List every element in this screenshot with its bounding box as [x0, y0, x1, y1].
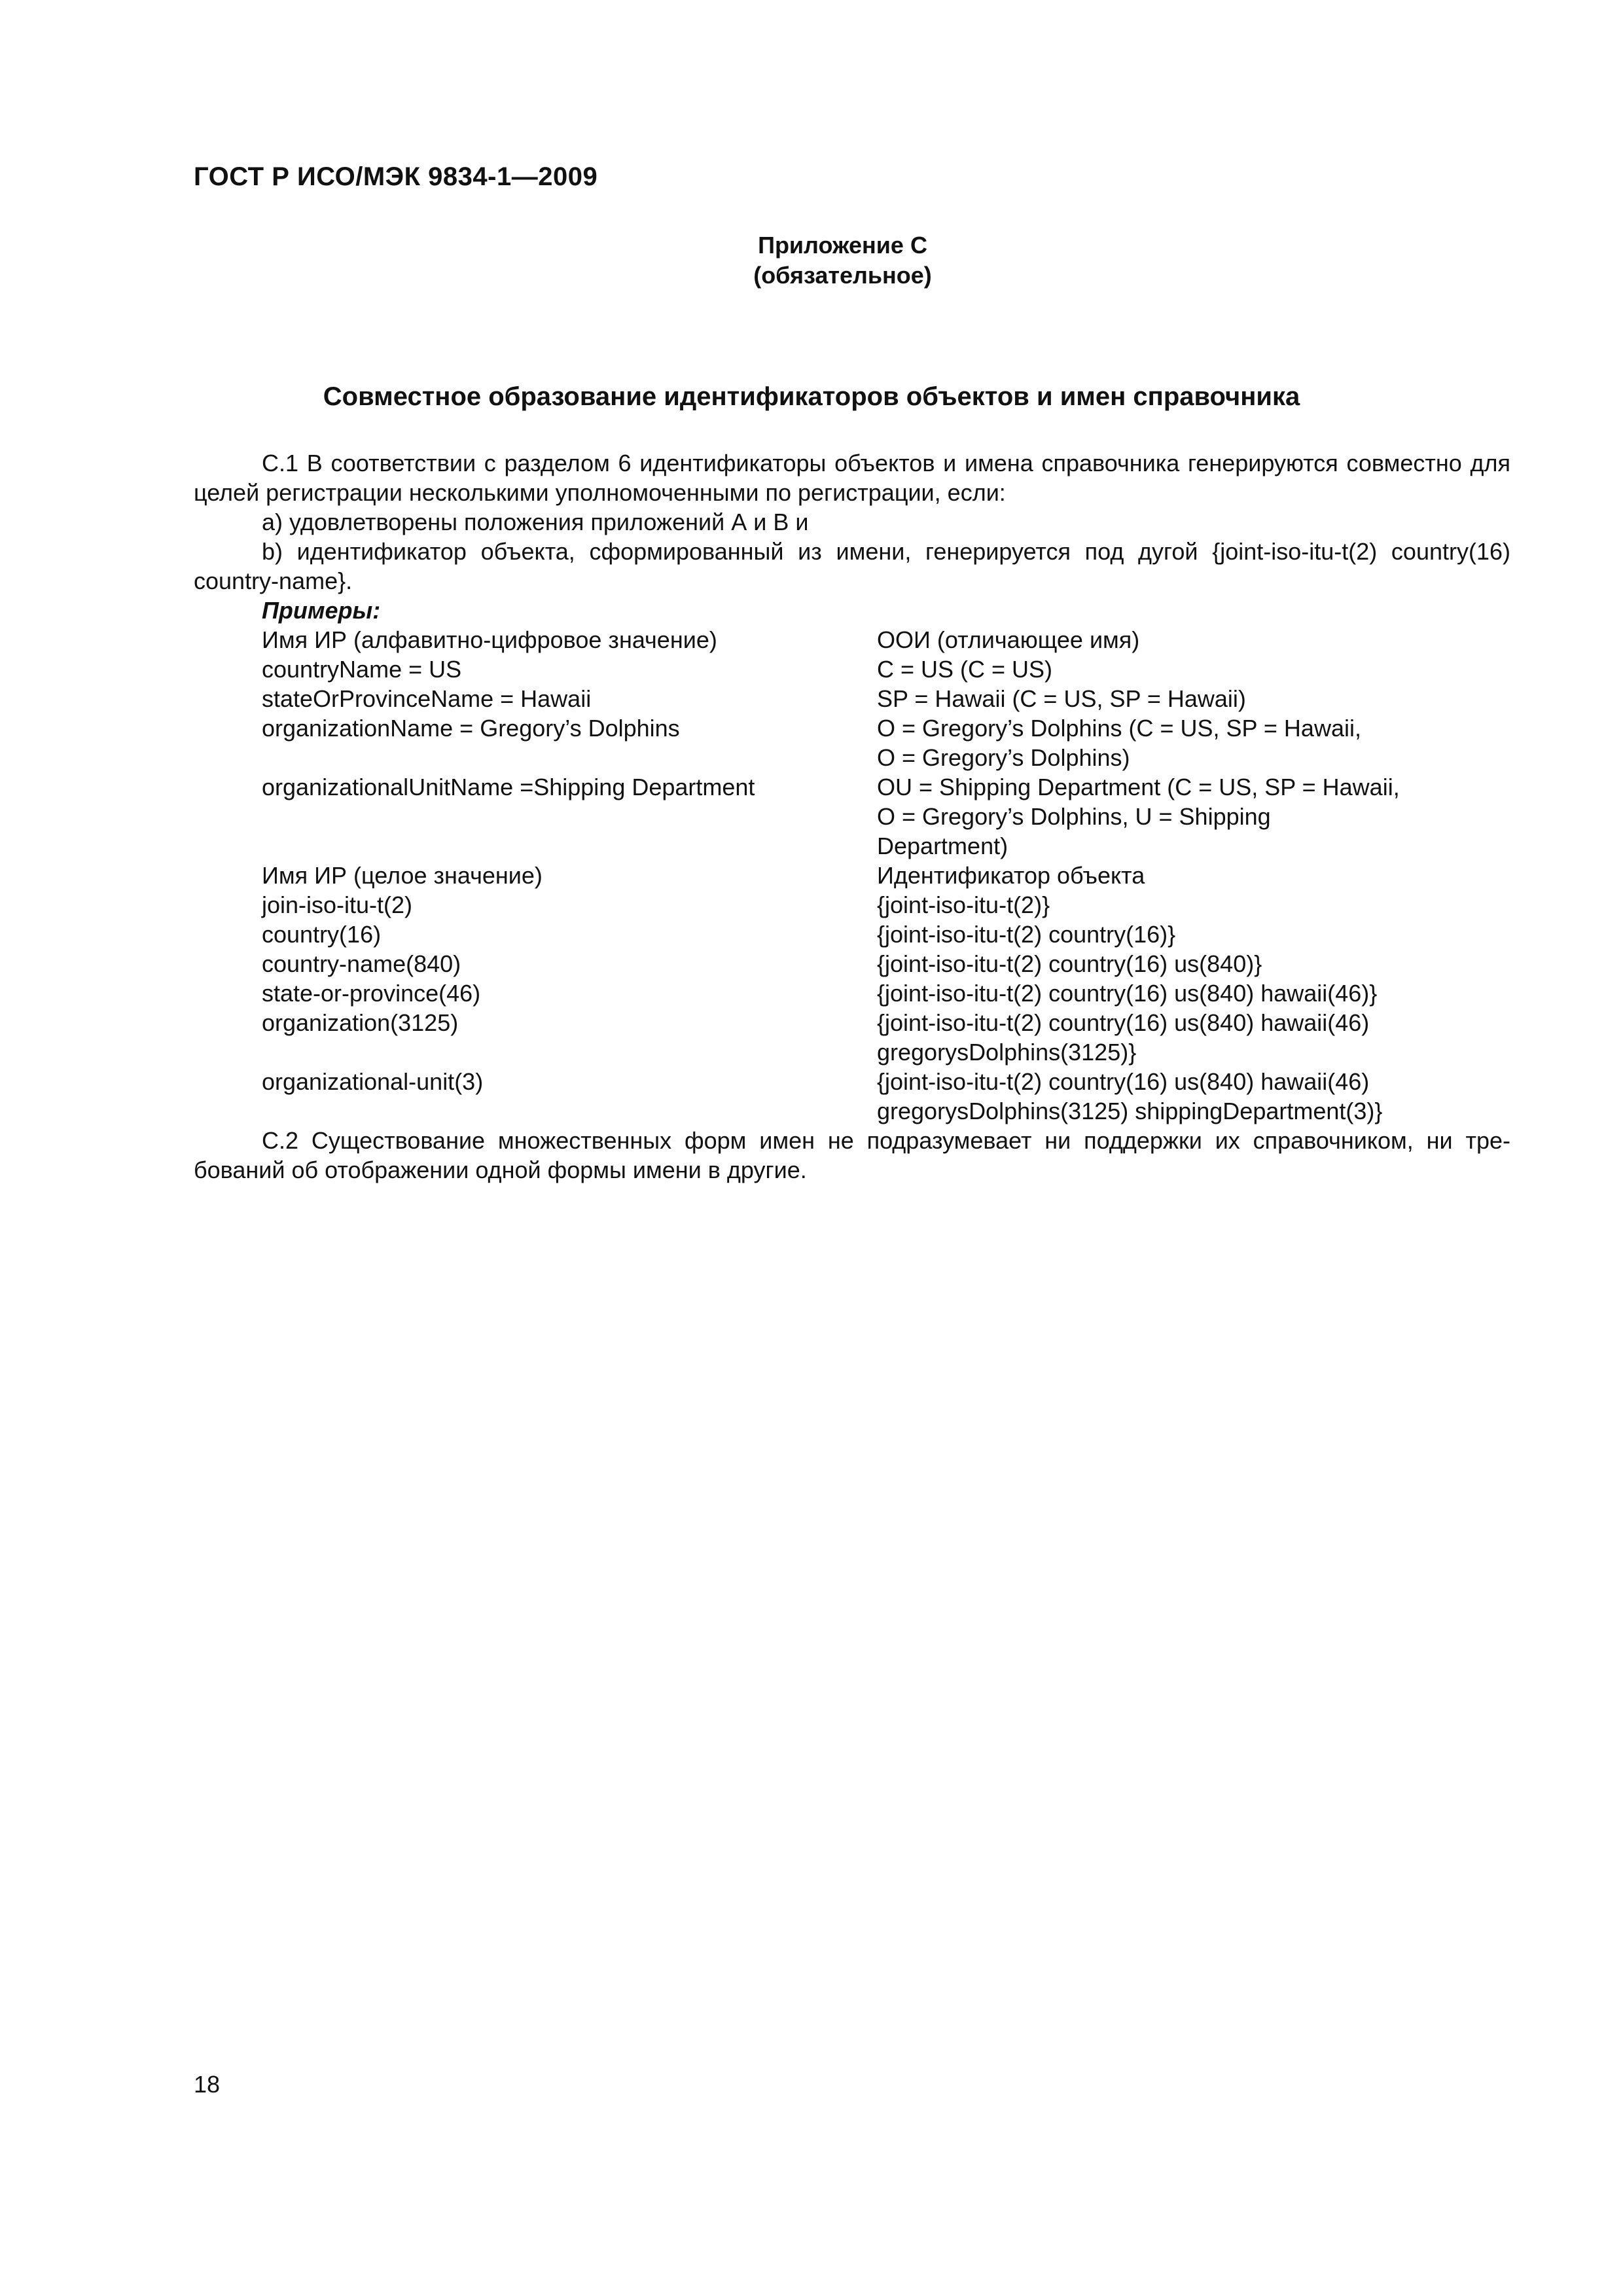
document-body	[194, 448, 1510, 1185]
example-value	[877, 890, 1505, 920]
standard-code: ГОСТ Р ИСО/МЭК 9834-1—2009	[194, 162, 598, 191]
example-value-line: С = US (С = US)	[877, 656, 1053, 683]
example-value	[877, 772, 1505, 861]
example-value-line: Department)	[877, 833, 1008, 859]
example-value	[877, 949, 1505, 978]
example-name: organizationalUnitName =Shipping Department	[262, 774, 755, 800]
example-row	[262, 920, 1510, 949]
example-name: organizational-unit(3)	[262, 1068, 484, 1095]
example-value	[877, 861, 1505, 890]
example-value-line: Идентификатор объекта	[877, 862, 1145, 889]
example-name: countryName = US	[262, 656, 462, 683]
example-row	[262, 625, 1510, 655]
clause-c2: С.2 Существование множественных форм имен не подразумевает ни поддержки их справочником, ни тре-бований об отображении одной формы имени в другие.	[194, 1127, 1510, 1183]
annex-title: Приложение С	[758, 232, 927, 259]
example-name: join-iso-itu-t(2)	[262, 891, 413, 918]
example-value-line: {joint-iso-itu-t(2) country(16)}	[877, 921, 1176, 948]
example-name: Имя ИР (целое значение)	[262, 862, 543, 889]
example-value-line: ООИ (отличающее имя)	[877, 626, 1140, 653]
page-number: 18	[194, 2071, 221, 2098]
example-row	[262, 861, 1510, 890]
example-value	[877, 655, 1505, 684]
example-value	[877, 920, 1505, 949]
example-row	[262, 890, 1510, 920]
example-row	[262, 1067, 1510, 1126]
example-name: stateOrProvinceName = Hawaii	[262, 685, 592, 712]
example-name: country(16)	[262, 921, 382, 948]
example-name: country-name(840)	[262, 950, 461, 977]
example-row	[262, 655, 1510, 684]
example-name: Имя ИР (алфавитно-цифровое значение)	[262, 626, 717, 653]
annex-header	[0, 230, 1623, 291]
example-value-line: О = Gregory’s Dolphins, U = Shipping	[877, 803, 1271, 830]
example-value	[877, 684, 1505, 713]
example-value	[877, 713, 1505, 772]
example-row	[262, 949, 1510, 978]
annex-heading: Совместное образование идентификаторов объектов и имен справочника	[323, 382, 1300, 411]
example-value	[877, 1067, 1505, 1126]
example-value-line: О = Gregory’s Dolphins)	[877, 744, 1130, 771]
example-row	[262, 684, 1510, 713]
example-name: organizationName = Gregory’s Dolphins	[262, 715, 680, 742]
example-value-line: gregorysDolphins(3125)}	[877, 1039, 1137, 1066]
example-value-line: SP = Hawaii (С = US, SP = Hawaii)	[877, 685, 1246, 712]
example-value-line: gregorysDolphins(3125) shippingDepartment(3)}	[877, 1098, 1383, 1124]
list-item-b: b) идентификатор объекта, сформированный из имени, генерируется под дугой {joint-iso-itu-t(2) country(16) country-name}.	[194, 538, 1510, 594]
example-value-line: {joint-iso-itu-t(2) country(16) us(840) hawaii(46)	[877, 1068, 1370, 1095]
example-row	[262, 1008, 1510, 1067]
example-name: organization(3125)	[262, 1009, 459, 1036]
example-row	[262, 713, 1510, 772]
list-item-a: а) удовлетворены положения приложений А и В и	[262, 509, 809, 535]
example-value-line: {joint-iso-itu-t(2)}	[877, 891, 1050, 918]
example-row	[262, 978, 1510, 1008]
example-value-line: OU = Shipping Department (С = US, SP = Hawaii,	[877, 774, 1400, 800]
example-value-line: {joint-iso-itu-t(2) country(16) us(840) hawaii(46)}	[877, 980, 1378, 1007]
example-value-line: О = Gregory’s Dolphins (С = US, SP = Hawaii,	[877, 715, 1361, 742]
annex-status: (обязательное)	[753, 262, 932, 289]
examples-label: Примеры:	[262, 597, 381, 624]
example-value-line: {joint-iso-itu-t(2) country(16) us(840) hawaii(46)	[877, 1009, 1370, 1036]
example-value	[877, 978, 1505, 1008]
example-value	[877, 625, 1505, 655]
example-row	[262, 772, 1510, 861]
example-value	[877, 1008, 1505, 1067]
example-name: state-or-province(46)	[262, 980, 481, 1007]
clause-c1: С.1 В соответствии с разделом 6 идентификаторы объектов и имена справочника генерируются совместно для целей регистрации несколькими уполномоченными по регистрации, если:	[194, 450, 1510, 506]
examples-table	[194, 625, 1510, 1126]
example-value-line: {joint-iso-itu-t(2) country(16) us(840)}	[877, 950, 1262, 977]
